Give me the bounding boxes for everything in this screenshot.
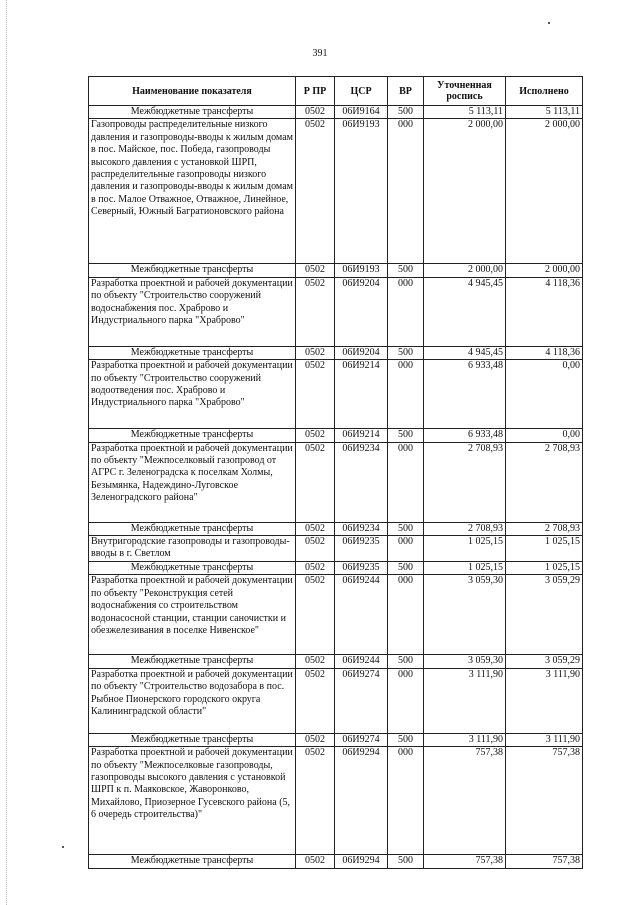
cell-name: Внутригородские газопроводы и газопроводы-вводы в г. Светлом [89, 536, 296, 562]
cell-csr: 06И9193 [335, 119, 388, 264]
cell-rpr: 0502 [296, 264, 335, 277]
cell-name: Межбюджетные трансферты [89, 855, 296, 868]
table-row [89, 668, 583, 733]
cell-csr: 06И9235 [335, 536, 388, 562]
cell-vr: 500 [388, 106, 424, 119]
scan-speck [62, 846, 64, 848]
cell-rpr: 0502 [296, 360, 335, 429]
cell-vr: 500 [388, 346, 424, 359]
cell-rpr: 0502 [296, 536, 335, 562]
scan-edge [6, 0, 8, 905]
cell-done: 0,00 [506, 429, 583, 442]
cell-name: Межбюджетные трансферты [89, 655, 296, 668]
cell-rpr: 0502 [296, 429, 335, 442]
cell-plan: 6 933,48 [424, 429, 506, 442]
table-row [89, 575, 583, 655]
cell-done: 2 000,00 [506, 264, 583, 277]
cell-name: Газопроводы распределительные низкого давления и газопроводы-вводы к жилым домам в пос. Майское, пос. Победа, газопроводы высокого давления с установкой ШРП, распределительные газопроводы низкого давления и газопроводы-вводы к жилым домам в пос. Малое Отважное, Отважное, Линейное, Северный, Южный Багратионовского района [89, 119, 296, 264]
cell-csr: 06И9193 [335, 264, 388, 277]
cell-name: Разработка проектной и рабочей документации по объекту "Реконструкция сетей водоснабжения со строительством водонасосной станции, станции саночистки и обезжелезивания в поселке Нивенское" [89, 575, 296, 655]
cell-plan: 2 000,00 [424, 264, 506, 277]
cell-csr: 06И9204 [335, 346, 388, 359]
page-number: 391 [312, 48, 328, 59]
cell-vr: 500 [388, 855, 424, 868]
table-header-row [89, 77, 583, 106]
cell-vr: 000 [388, 277, 424, 346]
header-vr: ВР [388, 77, 424, 106]
cell-vr: 000 [388, 668, 424, 733]
cell-csr: 06И9294 [335, 747, 388, 855]
cell-done: 757,38 [506, 747, 583, 855]
cell-csr: 06И9234 [335, 442, 388, 522]
cell-plan: 2 708,93 [424, 442, 506, 522]
cell-vr: 500 [388, 655, 424, 668]
table-row [89, 277, 583, 346]
cell-name: Разработка проектной и рабочей документации по объекту "Межпоселковые газопроводы, газопроводы высокого давления с установкой ШРП к п. Маяковское, Жаворонково, Михайлово, Приозерное Гусевского района (5, 6 очередь строительства)" [89, 747, 296, 855]
cell-csr: 06И9274 [335, 668, 388, 733]
cell-done: 4 118,36 [506, 277, 583, 346]
cell-csr: 06И9164 [335, 106, 388, 119]
table-row [89, 747, 583, 855]
cell-vr: 000 [388, 360, 424, 429]
table-row [89, 360, 583, 429]
table-body [89, 106, 583, 869]
cell-done: 4 118,36 [506, 346, 583, 359]
cell-name: Разработка проектной и рабочей документации по объекту "Строительство сооружений водоотведения пос. Храброво и Индустриального парка "Храброво" [89, 360, 296, 429]
cell-done: 2 708,93 [506, 442, 583, 522]
cell-plan: 3 111,90 [424, 668, 506, 733]
cell-plan: 4 945,45 [424, 346, 506, 359]
cell-rpr: 0502 [296, 668, 335, 733]
cell-done: 757,38 [506, 855, 583, 868]
table-row [89, 264, 583, 277]
cell-rpr: 0502 [296, 346, 335, 359]
cell-csr: 06И9244 [335, 575, 388, 655]
cell-done: 2 000,00 [506, 119, 583, 264]
cell-rpr: 0502 [296, 655, 335, 668]
table-row [89, 442, 583, 522]
cell-csr: 06И9214 [335, 429, 388, 442]
cell-name: Разработка проектной и рабочей документации по объекту "Межпоселковый газопровод от АГРС г. Зеленоградска к поселкам Холмы, Безымянка, Надеждино-Луговское Зеленоградского района" [89, 442, 296, 522]
cell-csr: 06И9234 [335, 522, 388, 535]
cell-rpr: 0502 [296, 747, 335, 855]
cell-done: 5 113,11 [506, 106, 583, 119]
cell-plan: 5 113,11 [424, 106, 506, 119]
budget-table [88, 76, 583, 869]
cell-csr: 06И9204 [335, 277, 388, 346]
table-row [89, 536, 583, 562]
scan-speck [548, 22, 550, 24]
cell-name: Разработка проектной и рабочей документации по объекту "Строительство водозабора в пос. Рыбное Пионерского городского округа Калининградской области" [89, 668, 296, 733]
cell-done: 3 059,29 [506, 655, 583, 668]
cell-plan: 1 025,15 [424, 536, 506, 562]
cell-done: 3 111,90 [506, 668, 583, 733]
header-rpr: Р ПР [296, 77, 335, 106]
cell-plan: 2 708,93 [424, 522, 506, 535]
cell-done: 3 111,90 [506, 733, 583, 746]
cell-plan: 2 000,00 [424, 119, 506, 264]
cell-rpr: 0502 [296, 522, 335, 535]
cell-csr: 06И9294 [335, 855, 388, 868]
cell-csr: 06И9244 [335, 655, 388, 668]
cell-name: Межбюджетные трансферты [89, 733, 296, 746]
cell-vr: 500 [388, 429, 424, 442]
cell-vr: 000 [388, 575, 424, 655]
cell-rpr: 0502 [296, 119, 335, 264]
cell-vr: 000 [388, 442, 424, 522]
table-row [89, 429, 583, 442]
cell-name: Межбюджетные трансферты [89, 106, 296, 119]
cell-plan: 1 025,15 [424, 562, 506, 575]
cell-done: 0,00 [506, 360, 583, 429]
cell-rpr: 0502 [296, 106, 335, 119]
header-done: Исполнено [506, 77, 583, 106]
table-row [89, 106, 583, 119]
header-name: Наименование показателя [89, 77, 296, 106]
cell-plan: 757,38 [424, 747, 506, 855]
cell-vr: 000 [388, 747, 424, 855]
table-row [89, 522, 583, 535]
cell-plan: 757,38 [424, 855, 506, 868]
cell-vr: 000 [388, 119, 424, 264]
cell-name: Межбюджетные трансферты [89, 429, 296, 442]
cell-rpr: 0502 [296, 442, 335, 522]
cell-plan: 3 059,30 [424, 655, 506, 668]
cell-rpr: 0502 [296, 562, 335, 575]
cell-vr: 500 [388, 264, 424, 277]
cell-vr: 500 [388, 562, 424, 575]
table-row [89, 562, 583, 575]
cell-name: Межбюджетные трансферты [89, 562, 296, 575]
cell-done: 2 708,93 [506, 522, 583, 535]
header-plan: Уточненная роспись [424, 77, 506, 106]
cell-name: Разработка проектной и рабочей документации по объекту "Строительство сооружений водоснабжения пос. Храброво и Индустриального парка "Храброво" [89, 277, 296, 346]
cell-csr: 06И9235 [335, 562, 388, 575]
table-row [89, 733, 583, 746]
cell-csr: 06И9274 [335, 733, 388, 746]
cell-csr: 06И9214 [335, 360, 388, 429]
table-row [89, 346, 583, 359]
cell-vr: 500 [388, 733, 424, 746]
cell-name: Межбюджетные трансферты [89, 346, 296, 359]
cell-name: Межбюджетные трансферты [89, 264, 296, 277]
cell-vr: 500 [388, 522, 424, 535]
cell-plan: 3 111,90 [424, 733, 506, 746]
cell-done: 1 025,15 [506, 536, 583, 562]
cell-vr: 000 [388, 536, 424, 562]
table-row [89, 655, 583, 668]
table-row [89, 119, 583, 264]
cell-rpr: 0502 [296, 855, 335, 868]
cell-rpr: 0502 [296, 277, 335, 346]
cell-rpr: 0502 [296, 575, 335, 655]
cell-done: 3 059,29 [506, 575, 583, 655]
cell-plan: 3 059,30 [424, 575, 506, 655]
table-row [89, 855, 583, 868]
cell-done: 1 025,15 [506, 562, 583, 575]
cell-name: Межбюджетные трансферты [89, 522, 296, 535]
cell-plan: 6 933,48 [424, 360, 506, 429]
header-csr: ЦСР [335, 77, 388, 106]
cell-rpr: 0502 [296, 733, 335, 746]
cell-plan: 4 945,45 [424, 277, 506, 346]
